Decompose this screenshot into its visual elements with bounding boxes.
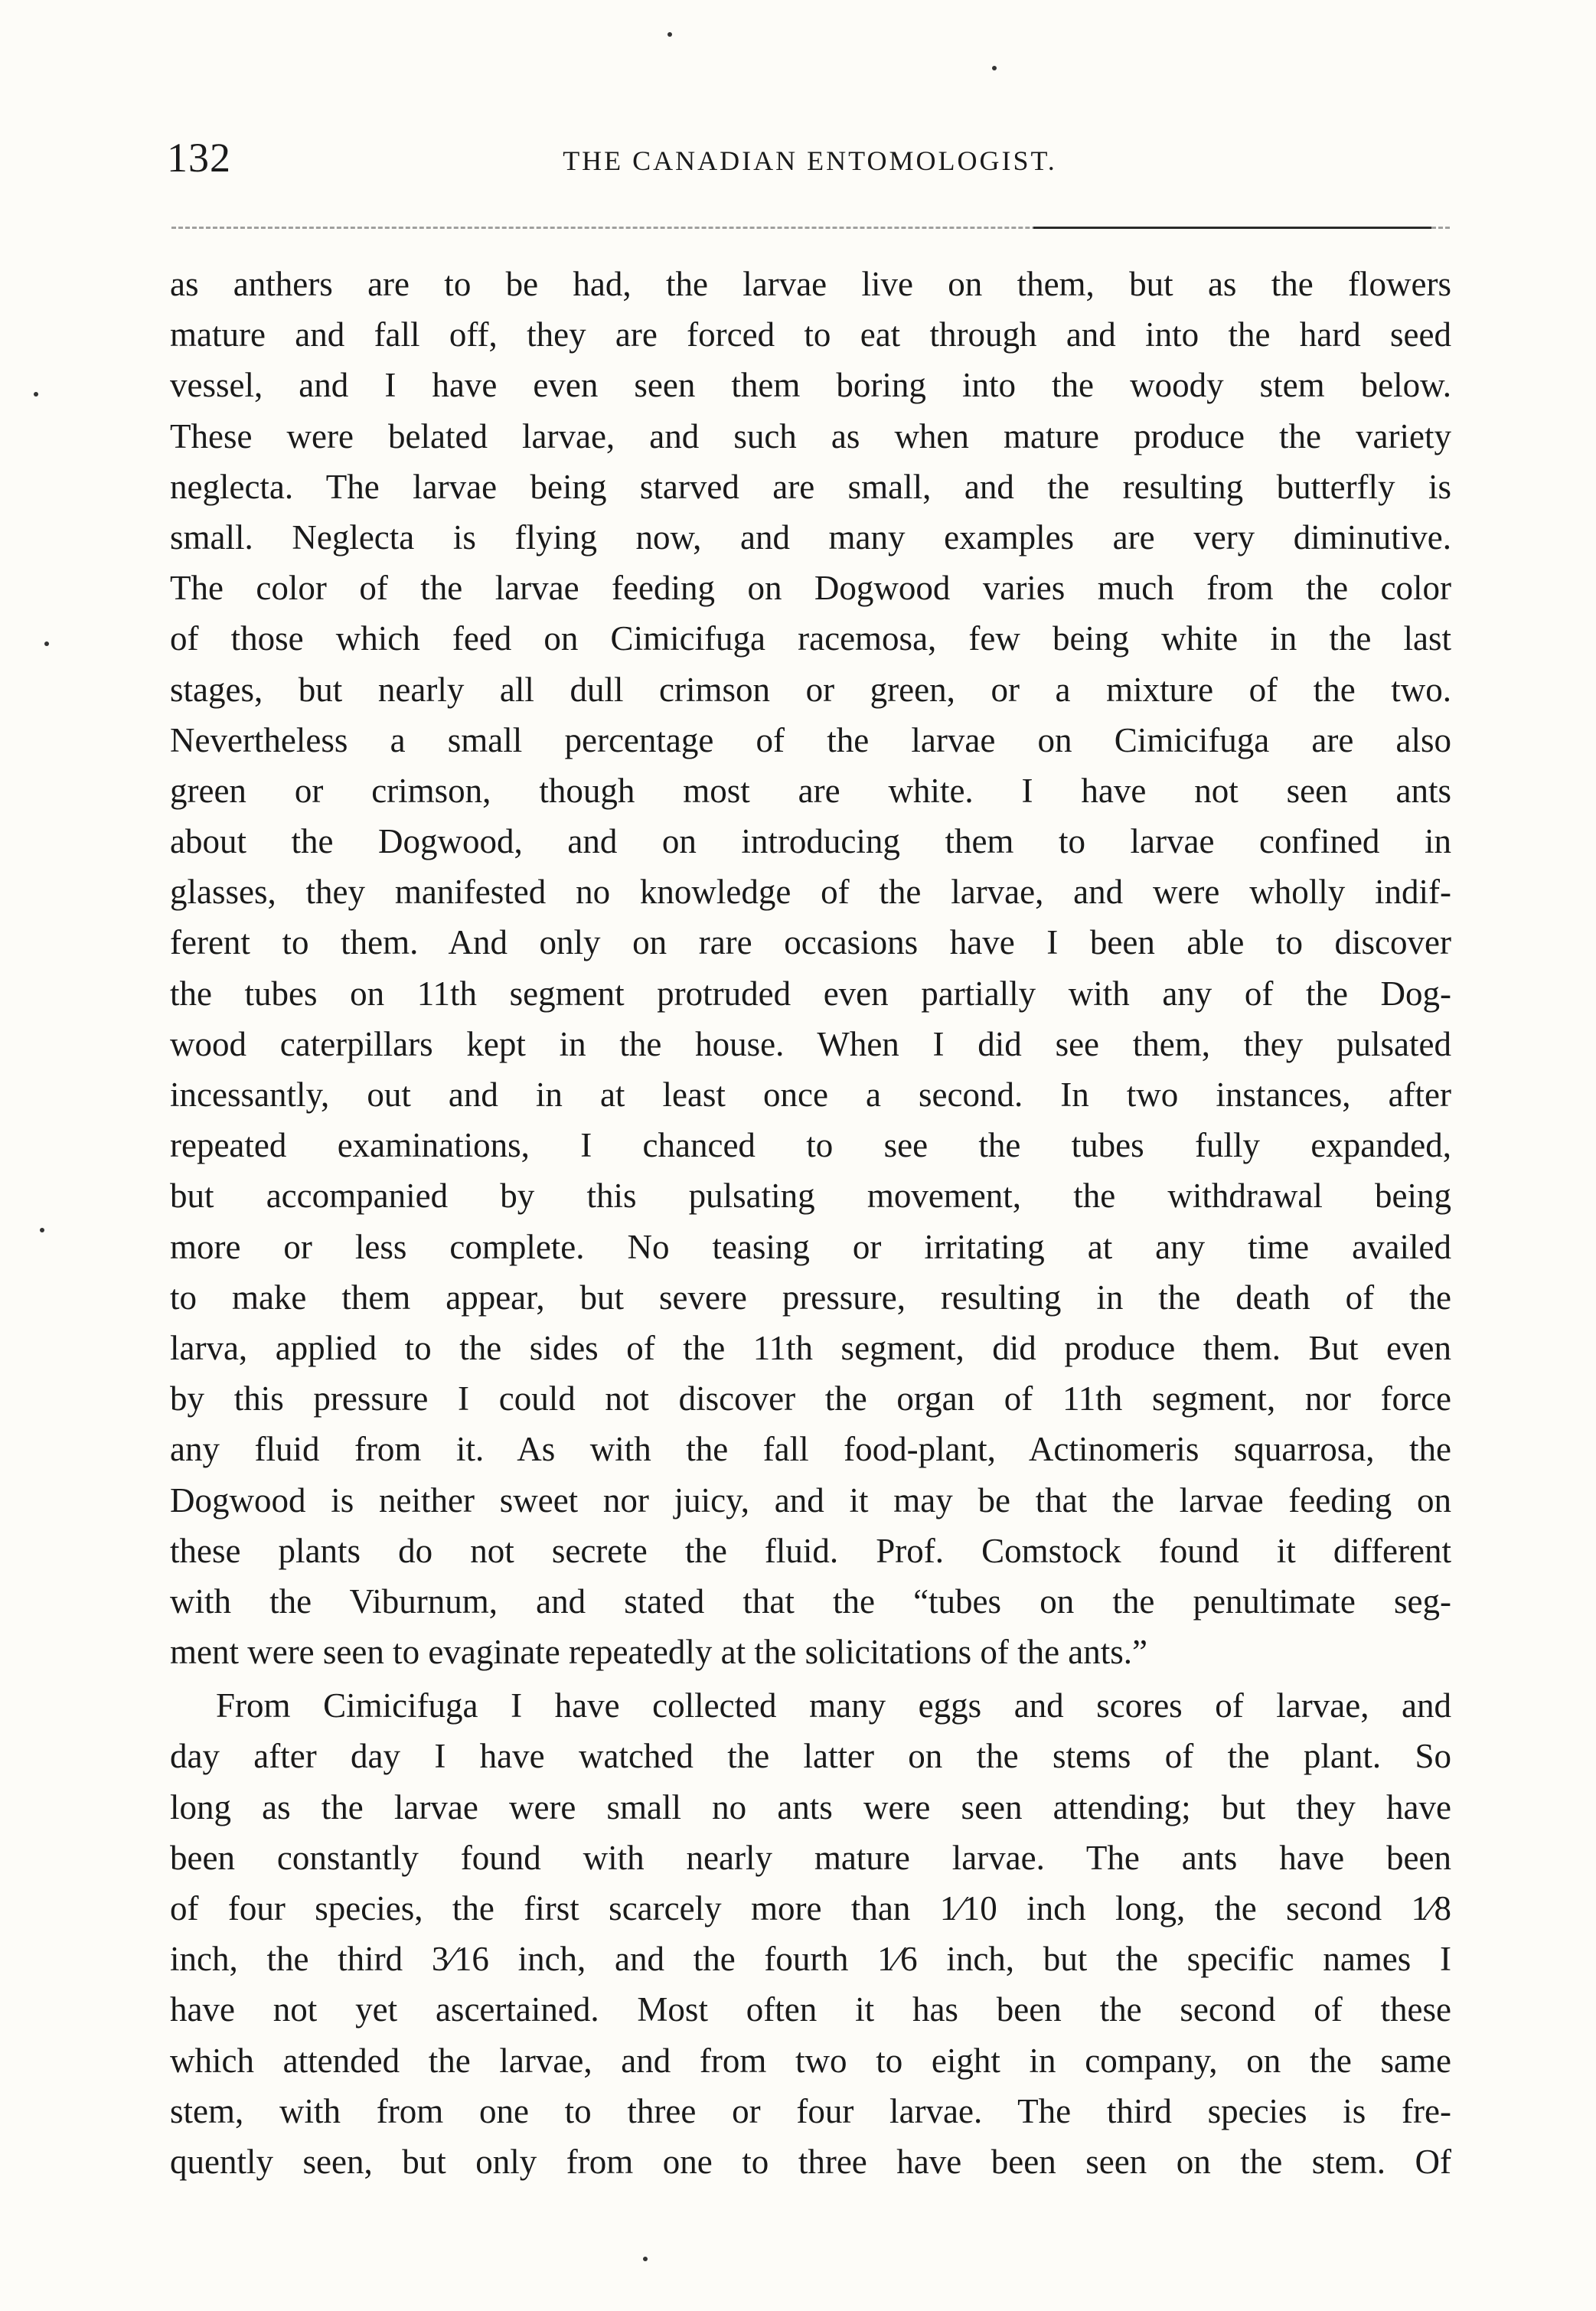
print-speck bbox=[643, 2257, 648, 2261]
text-line: From Cimicifuga I have collected many eggs and scores of larvae, and bbox=[216, 1686, 1451, 1725]
page-header bbox=[167, 134, 1453, 195]
text-line: glasses, they manifested no knowledge of the larvae, and were wholly indif- bbox=[170, 873, 1451, 912]
text-line: larva, applied to the sides of the 11th segment, did produce them. But even bbox=[170, 1328, 1451, 1367]
text-line: neglecta. The larvae being starved are small, and the resulting butterfly is bbox=[170, 467, 1451, 506]
header-rule-solid bbox=[1033, 227, 1431, 229]
text-line: small. Neglecta is flying now, and many examples are very diminutive. bbox=[170, 517, 1451, 557]
running-title: THE CANADIAN ENTOMOLOGIST. bbox=[563, 145, 1057, 176]
text-line: long as the larvae were small no ants were seen attending; but they have bbox=[170, 1787, 1451, 1826]
text-line: any fluid from it. As with the fall food-plant, Actinomeris squarrosa, the bbox=[170, 1430, 1451, 1469]
text-line: to make them appear, but severe pressure, resulting in the death of the bbox=[170, 1278, 1451, 1317]
text-line: quently seen, but only from one to three have been seen on the stem. Of bbox=[170, 2142, 1451, 2181]
text-line: have not yet ascertained. Most often it has been the second of these bbox=[170, 1990, 1451, 2029]
text-line: these plants do not secrete the fluid. Prof. Comstock found it different bbox=[170, 1531, 1451, 1570]
text-line: been constantly found with nearly mature larvae. The ants have been bbox=[170, 1838, 1451, 1877]
text-line: with the Viburnum, and stated that the “tubes on the penultimate seg- bbox=[170, 1581, 1451, 1621]
text-line: green or crimson, though most are white. I have not seen ants bbox=[170, 771, 1451, 810]
text-line: more or less complete. No teasing or irritating at any time availed bbox=[170, 1227, 1451, 1266]
text-line: ment were seen to evaginate repeatedly at the solicitations of the ants.” bbox=[170, 1633, 1148, 1672]
text-line: stem, with from one to three or four larvae. The third species is fre- bbox=[170, 2091, 1451, 2130]
print-speck bbox=[40, 1228, 44, 1232]
text-line: which attended the larvae, and from two to eight in company, on the same bbox=[170, 2041, 1451, 2080]
text-line: the tubes on 11th segment protruded even partially with any of the Dog- bbox=[170, 974, 1451, 1013]
text-line: but accompanied by this pulsating movement, the withdrawal being bbox=[170, 1177, 1451, 1216]
text-line: Dogwood is neither sweet nor juicy, and it may be that the larvae feeding on bbox=[170, 1480, 1451, 1519]
text-line: repeated examinations, I chanced to see the tubes fully expanded, bbox=[170, 1126, 1451, 1165]
text-line: Nevertheless a small percentage of the larvae on Cimicifuga are also bbox=[170, 720, 1451, 759]
print-speck bbox=[992, 66, 997, 70]
print-speck bbox=[44, 641, 49, 646]
text-line: stages, but nearly all dull crimson or green, or a mixture of the two. bbox=[170, 670, 1451, 709]
paragraph bbox=[170, 259, 1451, 1677]
text-line: incessantly, out and in at least once a second. In two instances, after bbox=[170, 1076, 1451, 1114]
body-text bbox=[170, 259, 1451, 2187]
text-line: inch, the third 3⁄16 inch, and the fourth 1⁄6 inch, but the specific names I bbox=[170, 1940, 1451, 1979]
text-line: about the Dogwood, and on introducing them to larvae confined in bbox=[170, 822, 1451, 861]
print-speck bbox=[34, 392, 38, 397]
text-line: ferent to them. And only on rare occasions have I been able to discover bbox=[170, 923, 1451, 962]
text-line: The color of the larvae feeding on Dogwood varies much from the color bbox=[170, 569, 1451, 608]
text-line: vessel, and I have even seen them boring into the woody stem below. bbox=[170, 366, 1451, 405]
text-line: wood caterpillars kept in the house. When I did see them, they pulsated bbox=[170, 1024, 1451, 1063]
text-line: day after day I have watched the latter on the stems of the plant. So bbox=[170, 1737, 1451, 1776]
paragraph bbox=[170, 1680, 1451, 2187]
page-number: 132 bbox=[167, 135, 231, 181]
print-speck bbox=[667, 32, 672, 37]
text-line: of those which feed on Cimicifuga racemosa, few being white in the last bbox=[170, 619, 1451, 658]
text-line: of four species, the first scarcely more than 1⁄10 inch long, the second 1⁄8 bbox=[170, 1889, 1451, 1927]
text-line: mature and fall off, they are forced to eat through and into the hard seed bbox=[170, 315, 1451, 354]
text-line: These were belated larvae, and such as when mature produce the variety bbox=[170, 416, 1451, 455]
text-line: as anthers are to be had, the larvae live on them, but as the flowers bbox=[170, 265, 1451, 303]
text-line: by this pressure I could not discover the organ of 11th segment, nor force bbox=[170, 1379, 1451, 1418]
